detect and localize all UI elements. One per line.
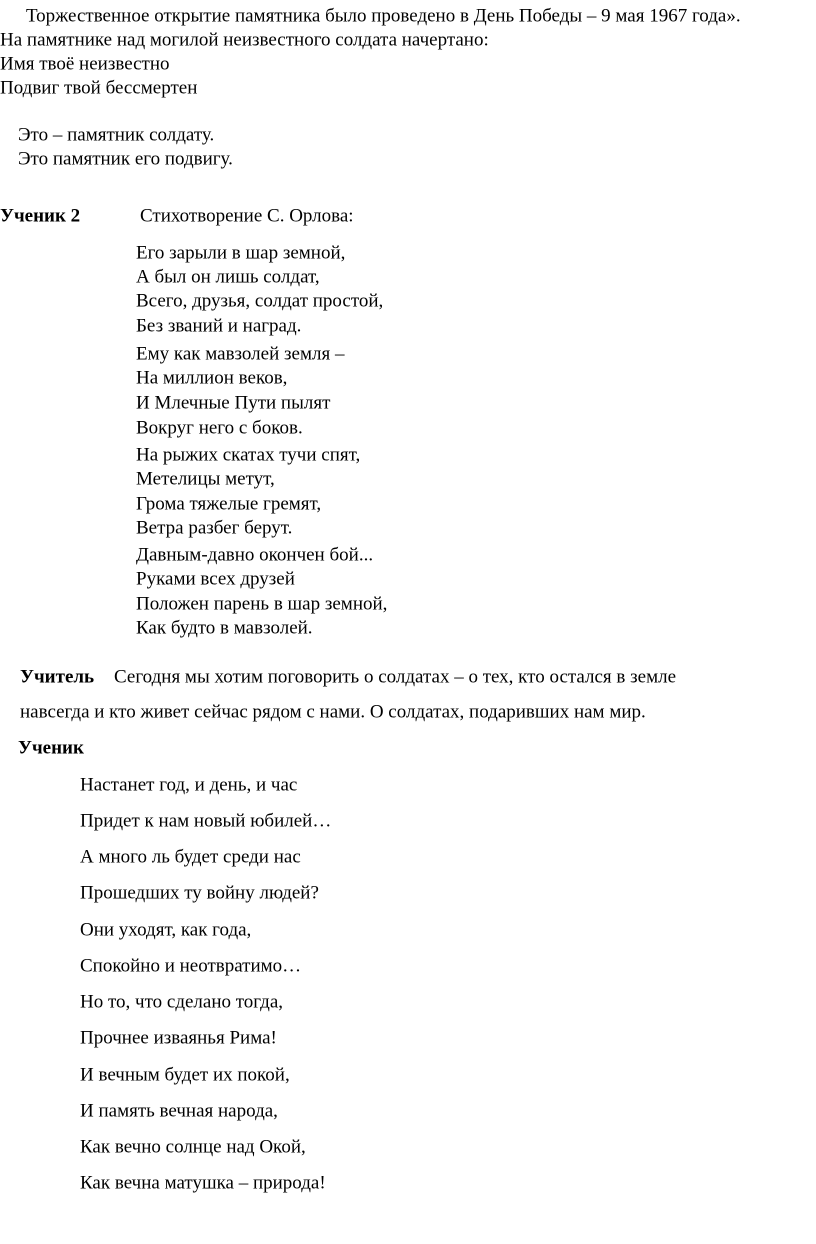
poem-line: Всего, друзья, солдат простой, xyxy=(136,290,384,312)
intro-line-5: Это – памятник солдату. xyxy=(18,124,215,146)
poem-line: И память вечная народа, xyxy=(80,1100,278,1122)
student-2-intro: Стихотворение С. Орлова: xyxy=(140,205,354,227)
poem-line: Прошедших ту войну людей? xyxy=(80,882,319,904)
poem-line: На миллион веков, xyxy=(136,367,288,389)
poem-line: Придет к нам новый юбилей… xyxy=(80,810,332,832)
poem-line: Метелицы метут, xyxy=(136,468,275,490)
speaker-student-2: Ученик 2 xyxy=(0,205,81,227)
poem-line: Как будто в мавзолей. xyxy=(136,617,313,639)
speaker-teacher: Учитель xyxy=(20,666,95,688)
intro-line-2: На памятнике над могилой неизвестного солдата начертано: xyxy=(0,29,489,51)
poem-line: Давным-давно окончен бой... xyxy=(136,544,374,566)
poem-line: А много ль будет среди нас xyxy=(80,846,301,868)
poem-line: Вокруг него с боков. xyxy=(136,417,303,439)
poem-line: Без званий и наград. xyxy=(136,315,302,337)
intro-line-4: Подвиг твой бессмертен xyxy=(0,77,198,99)
poem-line: Грома тяжелые гремят, xyxy=(136,493,322,515)
teacher-line-1: Сегодня мы хотим поговорить о солдатах – о тех, кто остался в земле xyxy=(114,666,677,688)
speaker-student: Ученик xyxy=(18,737,84,759)
poem-line: Настанет год, и день, и час xyxy=(80,774,298,796)
poem-line: И вечным будет их покой, xyxy=(80,1064,290,1086)
teacher-line-2: навсегда и кто живет сейчас рядом с нами. О солдатах, подаривших нам мир. xyxy=(20,701,646,723)
poem-line: Как вечно солнце над Окой, xyxy=(80,1136,306,1158)
intro-line-1: Торжественное открытие памятника было проведено в День Победы – 9 мая 1967 года». xyxy=(26,5,741,27)
intro-line-6: Это памятник его подвигу. xyxy=(18,148,233,170)
intro-line-3: Имя твоё неизвестно xyxy=(0,53,170,75)
poem-line: Как вечна матушка – природа! xyxy=(80,1172,326,1194)
poem-line: Они уходят, как года, xyxy=(80,919,252,941)
poem-line: Положен парень в шар земной, xyxy=(136,593,388,615)
poem-line: Ему как мавзолей земля – xyxy=(136,343,345,365)
poem-line: Но то, что сделано тогда, xyxy=(80,991,283,1013)
poem-line: Его зарыли в шар земной, xyxy=(136,242,346,264)
poem-line: Спокойно и неотвратимо… xyxy=(80,955,302,977)
poem-line: Ветра разбег берут. xyxy=(136,517,293,539)
poem-line: Руками всех друзей xyxy=(136,568,295,590)
poem-line: Прочнее изваянья Рима! xyxy=(80,1027,277,1049)
poem-line: На рыжих скатах тучи спят, xyxy=(136,444,361,466)
poem-line: А был он лишь солдат, xyxy=(136,266,320,288)
poem-line: И Млечные Пути пылят xyxy=(136,392,331,414)
